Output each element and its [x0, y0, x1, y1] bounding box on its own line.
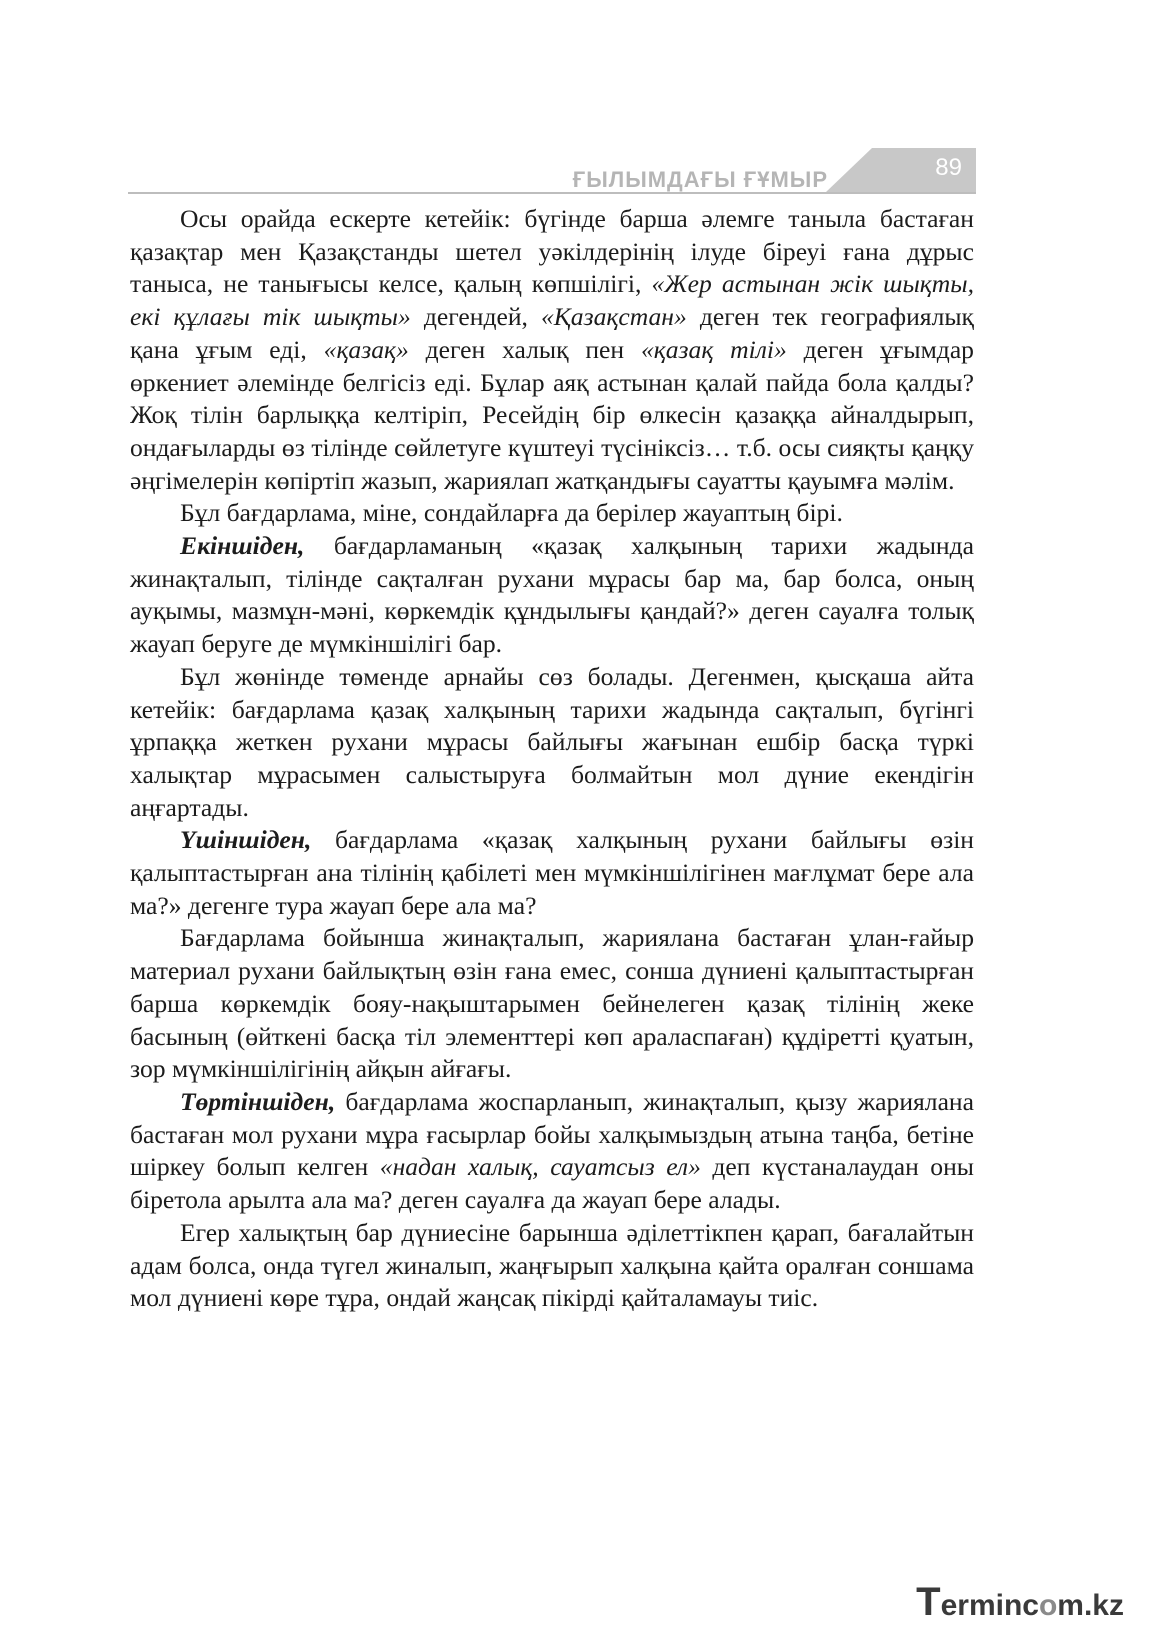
- watermark-text: erminc: [940, 1589, 1039, 1622]
- header-rule: [128, 192, 976, 194]
- paragraph: [130, 824, 974, 922]
- page-number: 89: [935, 154, 962, 181]
- italic-quote: «Қазақстан»: [541, 302, 687, 332]
- lead-word: Үшіншіден,: [180, 825, 312, 855]
- text-span: дегендей,: [410, 302, 541, 332]
- italic-quote: «надан халық, сауатсыз ел»: [379, 1152, 701, 1182]
- running-title: ҒЫЛЫМДАҒЫ ҒҰМЫР: [572, 167, 828, 192]
- paragraph: [130, 922, 974, 1086]
- paragraph: [130, 1217, 974, 1315]
- text-span: бағдарлама жоспарланып, жинақталып, қызу жариялана бастаған мол рухани мұра ғасырлар бойы халқымыздың атына таңба, бетіне шіркеу болып келген: [130, 1086, 974, 1182]
- text-span: деген тек географиялық қана ұғым еді,: [130, 302, 974, 364]
- paragraph: [130, 530, 974, 661]
- text-span: Бұл бағдарлама, міне, сондайларға да берілер жауаптың бірі.: [180, 498, 843, 528]
- italic-quote: «қазақ тілі»: [640, 334, 787, 364]
- lead-word: Екіншіден,: [180, 531, 305, 561]
- watermark-text: m.kz: [1057, 1589, 1124, 1622]
- magnifier-icon: o: [1038, 1589, 1058, 1622]
- text-span: Осы орайда ескерте кетейік: бүгінде барша әлемге таныла бастаған қазақтар мен Қазақстанды шетел уәкілдерінің ілуде біреуі ғана дұрыс таныса, не танығысы келсе, қалың көпшілігі,: [130, 204, 974, 299]
- text-span: бағдарламаның «қазақ халқының тарихи жадында жинақталып, тілінде сақталған рухани мұрасы бар ма, бар болса, оның ауқымы, мазмұн-мәні, көркемдік құндылығы қандай?» деген сауалға толық жауап беруге де мүмкіншілігі бар.: [130, 531, 974, 659]
- paragraph: [130, 1086, 974, 1217]
- paragraph: [130, 661, 974, 825]
- text-span: Егер халықтың бар дүниесіне барынша әділеттікпен қарап, бағалайтын адам болса, онда түгел жиналып, жаңғырып халқына қайта оралған соншама мол дүниені көре тұра, ондай жаңсақ пікірді қайталамауы тиіс.: [130, 1217, 974, 1313]
- watermark-letter: T: [916, 1580, 941, 1624]
- text-span: деген ұғымдар өркениет әлемінде белгісіз еді. Бұлар аяқ астынан қалай пайда бола қалды? Жоқ тілін барлыққа келтіріп, Ресейдің бір өлкесін қазаққа айналдырып, ондағыларды өз тілінде сөйлетуге күштеуі түсініксіз… т.б. осы сияқты қаңқу әңгімелерін көпіртіп жазып, жариялап жатқандығы сауатты қауымға мәлім.: [130, 334, 974, 495]
- site-watermark-logo: [916, 1580, 1124, 1624]
- text-span: деген халық пен: [408, 334, 641, 364]
- page-number-tab: [826, 148, 976, 192]
- italic-quote: «қазақ»: [323, 334, 409, 364]
- italic-quote: «Жер астынан жік шықты, екі құлағы тік шықты»: [130, 269, 974, 332]
- page-header: [128, 148, 976, 196]
- paragraph: [130, 203, 974, 497]
- text-span: бағдарлама «қазақ халқының рухани байлығы өзін қалыптастырған ана тілінің қабілеті мен мүмкіншілігінен мағлұмат бере ала ма?» дегенге тура жауап бере ала ма?: [130, 825, 974, 920]
- text-span: Бағдарлама бойынша жинақталып, жариялана бастаған ұлан-ғайыр материал рухани байлықтың өзін ғана емес, сонша дүниені қалыптастырған барша көркемдік бояу-нақыштарымен бейнелеген қазақ тілінің жеке басының (өйткені басқа тіл элементтері көп араласпаған) құдіретті қуатын, зор мүмкіншілігінің айқын айғағы.: [130, 923, 974, 1084]
- lead-word: Төртіншіден,: [180, 1086, 336, 1116]
- paragraph: [130, 497, 974, 530]
- body-text: [130, 203, 974, 1315]
- text-span: деп күстаналаудан оны біретола арылта ала ма? деген сауалға да жауап бере алады.: [130, 1152, 975, 1215]
- text-span: Бұл жөнінде төменде арнайы сөз болады. Дегенмен, қысқаша айта кетейік: бағдарлама қазақ халқының тарихи жадында сақталып, бүгінгі ұрпаққа жеткен рухани мұрасы байлығы жағынан ешбір басқа түркі халықтар мұрасымен салыстыруға болмайтын мол дүние екендігін аңғартады.: [130, 661, 974, 822]
